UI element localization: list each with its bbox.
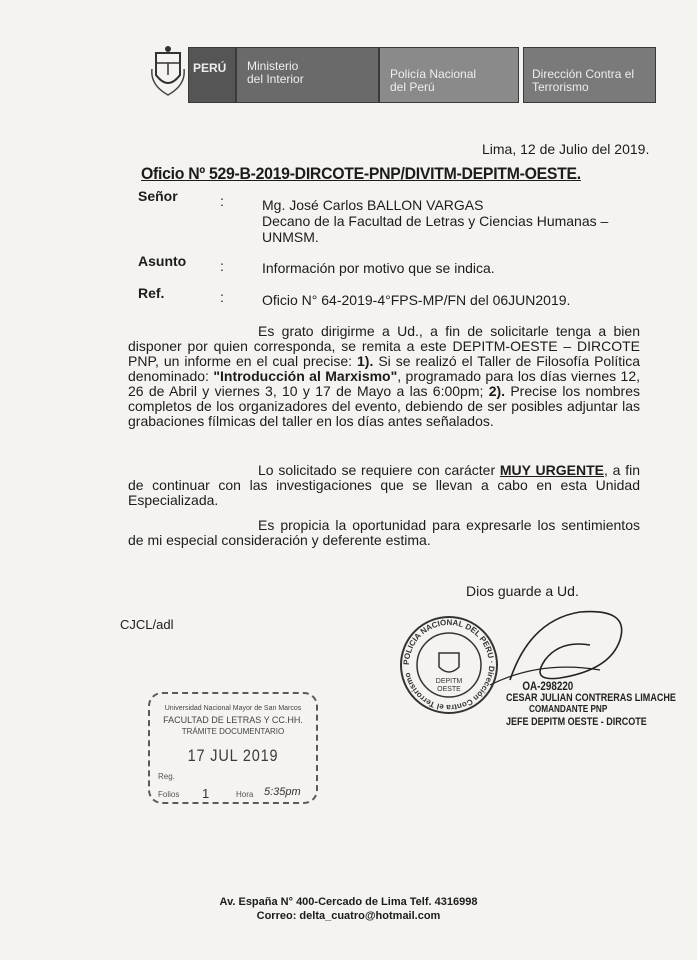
reception-stamp bbox=[148, 692, 318, 804]
p1-number-1: 1). bbox=[357, 353, 374, 369]
header-direccion-block bbox=[523, 47, 656, 103]
ref-value: Oficio N° 64-2019-4°FPS-MP/FN del 06JUN2019. bbox=[262, 292, 571, 308]
oficio-number: Oficio Nº 529-B-2019-DIRCOTE-PNP/DIVITM-DEPITM-OESTE. bbox=[141, 164, 581, 183]
p3-text: Es propicia la oportunidad para expresarle los sentimientos de mi especial consideración y deferente estima. bbox=[128, 517, 640, 548]
p1-workshop-title: "Introducción al Marxismo" bbox=[213, 368, 398, 384]
stamp-reg-label: Reg. bbox=[158, 772, 175, 781]
header-direccion-line: Dirección Contra el bbox=[532, 67, 635, 81]
p1-text-d: Precise los nombres completos de los organizadores del evento, debiendo de ser posibles adjuntar las grabaciones fílmicas del taller en los días antes señalados. bbox=[128, 383, 640, 429]
signature-block bbox=[506, 680, 676, 728]
senor-label: Señor bbox=[138, 188, 178, 204]
seal-center-bottom: OESTE bbox=[437, 686, 461, 693]
asunto-value: Información por motivo que se indica. bbox=[262, 260, 495, 276]
ref-label: Ref. bbox=[138, 285, 165, 301]
body-paragraph-2 bbox=[128, 463, 640, 508]
p2-urgent: MUY URGENTE bbox=[499, 462, 604, 478]
ref-colon: : bbox=[220, 289, 224, 305]
signature-code: OA-298220 bbox=[522, 679, 574, 693]
seal-shield-icon bbox=[439, 653, 459, 672]
stamp-folios-value: 1 bbox=[202, 786, 210, 801]
body-paragraph-3 bbox=[128, 518, 640, 548]
stamp-line: TRÁMITE DOCUMENTARIO bbox=[181, 727, 285, 736]
seal-center-top: DEPITM bbox=[435, 678, 463, 685]
stamp-folios-label: Folios bbox=[158, 790, 180, 799]
header-peru-block bbox=[188, 47, 236, 103]
peru-crest-icon bbox=[150, 45, 186, 101]
signature-name: CESAR JULIAN CONTRERAS LIMACHE bbox=[506, 692, 676, 704]
initials: CJCL/adl bbox=[120, 617, 174, 632]
stamp-hora-value: 5:35pm bbox=[264, 786, 301, 798]
header-direccion-line: Terrorismo bbox=[532, 80, 589, 94]
p1-text-c: , programado para los días viernes 12, 26 de Abril y viernes 3, 10 y 17 de Mayo a las 6:00pm; bbox=[128, 368, 640, 399]
senor-line: Decano de la Facultad de Letras y Ciencias Humanas – bbox=[262, 213, 609, 229]
letter-date: Lima, 12 de Julio del 2019. bbox=[482, 141, 650, 157]
stamp-date: 17 JUL 2019 bbox=[187, 746, 279, 765]
asunto-label: Asunto bbox=[138, 253, 187, 269]
footer-address: Av. España N° 400-Cercado de Lima Telf. 4316998 bbox=[219, 896, 478, 908]
senor-line: UNMSM. bbox=[262, 229, 319, 245]
stamp-line: FACULTAD DE LETRAS Y CC.HH. bbox=[163, 715, 303, 725]
header-ministerio-line: Ministerio bbox=[247, 59, 299, 73]
p2-text-a: Lo solicitado se requiere con carácter bbox=[258, 462, 500, 478]
senor-colon: : bbox=[220, 193, 224, 209]
signature-rank: COMANDANTE PNP bbox=[528, 704, 608, 715]
body-paragraph-1 bbox=[128, 324, 640, 429]
header-policia-line: Policía Nacional bbox=[390, 67, 477, 81]
header-peru-text: PERÚ bbox=[193, 61, 227, 75]
stamp-line: Universidad Nacional Mayor de San Marcos bbox=[164, 705, 302, 712]
header-policia-block bbox=[379, 47, 519, 103]
footer-email: Correo: delta_cuatro@hotmail.com bbox=[256, 910, 441, 922]
p1-number-2: 2). bbox=[488, 383, 506, 399]
senor-value bbox=[262, 197, 608, 245]
signature-position: JEFE DEPITM OESTE - DIRCOTE bbox=[506, 716, 647, 728]
p1-text-a: Es grato dirigirme a Ud., a fin de solicitarle tenga a bien disponer por quien corresponda, se remita a este DEPITM-OESTE – DIRCOTE PNP, un informe en el cual precise: bbox=[128, 323, 640, 369]
closing-text: Dios guarde a Ud. bbox=[466, 583, 579, 599]
header-policia-line: del Perú bbox=[390, 80, 435, 94]
header-ministerio-line: del Interior bbox=[247, 72, 304, 86]
seal-ring-text: POLICIA NACIONAL DEL PERU · Dirección Contra el Terrorismo bbox=[401, 617, 497, 713]
header-ministerio-block bbox=[236, 47, 379, 103]
stamp-hora-label: Hora bbox=[236, 790, 254, 799]
p2-text-b: , a fin de continuar con las investigaciones que se llevan a cabo en esta Unidad Especializada. bbox=[128, 462, 640, 508]
senor-line: Mg. José Carlos BALLON VARGAS bbox=[262, 197, 484, 213]
asunto-colon: : bbox=[220, 258, 224, 274]
p1-text-b: Si se realizó el Taller de Filosofía Política denominado: bbox=[128, 353, 640, 384]
